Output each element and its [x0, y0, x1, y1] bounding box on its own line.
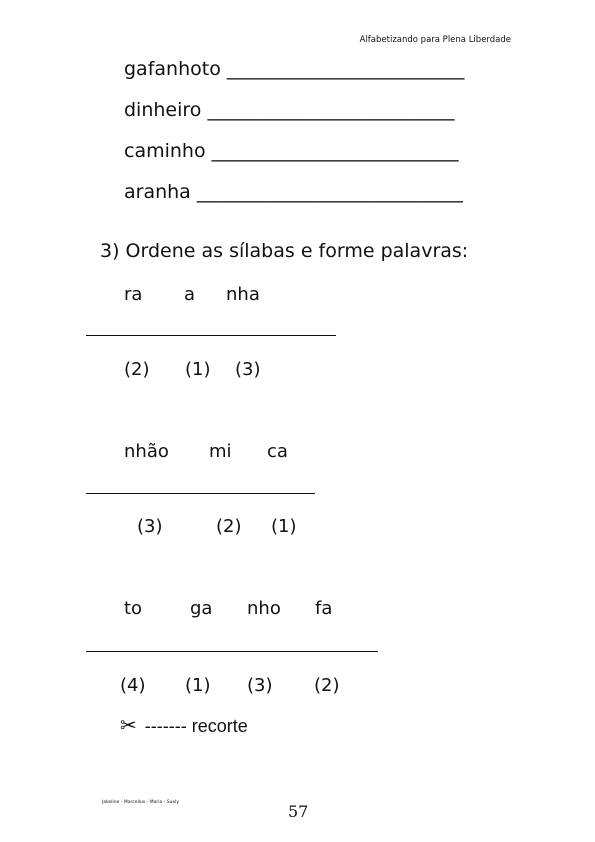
- syllable: to: [124, 598, 143, 619]
- answer-line: [86, 335, 336, 336]
- order-number: (3): [235, 359, 261, 380]
- question-3-title: 3) Ordene as sílabas e forme palavras:: [100, 240, 469, 262]
- word-label: aranha: [124, 181, 191, 203]
- page-header: Alfabetizando para Plena Liberdade: [359, 35, 511, 45]
- word-label: caminho: [124, 140, 206, 162]
- order-number: (3): [247, 675, 273, 696]
- answer-blank: __________________________: [211, 140, 459, 162]
- order-number: (1): [185, 675, 211, 696]
- order-number: (2): [314, 675, 340, 696]
- syllable: ga: [190, 598, 213, 619]
- order-number: (4): [120, 675, 146, 696]
- syllable: nho: [247, 598, 281, 619]
- syllable: nhão: [124, 441, 169, 462]
- syllable: nha: [226, 284, 260, 305]
- cut-line: [120, 713, 248, 738]
- order-number: (2): [216, 516, 242, 537]
- footer-authors: Jakeline - Marcellus - Maria - Suely: [102, 800, 180, 805]
- word-line-3: [124, 140, 459, 162]
- syllable: a: [184, 284, 196, 305]
- page-number: 57: [288, 802, 309, 821]
- word-label: gafanhoto: [124, 58, 221, 80]
- scissors-icon: ✂: [120, 715, 137, 737]
- syllable: ra: [124, 284, 143, 305]
- answer-line: [86, 493, 315, 494]
- word-line-2: [124, 99, 454, 121]
- answer-blank: _________________________: [226, 58, 465, 80]
- syllable: fa: [315, 598, 333, 619]
- cut-text: ------- recorte: [144, 716, 248, 736]
- syllable: ca: [267, 441, 288, 462]
- order-number: (3): [137, 516, 163, 537]
- word-line-4: [124, 181, 463, 203]
- answer-blank: ____________________________: [196, 181, 463, 203]
- order-number: (1): [271, 516, 297, 537]
- answer-blank: __________________________: [207, 99, 455, 121]
- syllable: mi: [209, 441, 232, 462]
- answer-line: [86, 651, 378, 652]
- word-line-1: [124, 58, 464, 80]
- order-number: (2): [124, 359, 150, 380]
- word-label: dinheiro: [124, 99, 202, 121]
- order-number: (1): [185, 359, 211, 380]
